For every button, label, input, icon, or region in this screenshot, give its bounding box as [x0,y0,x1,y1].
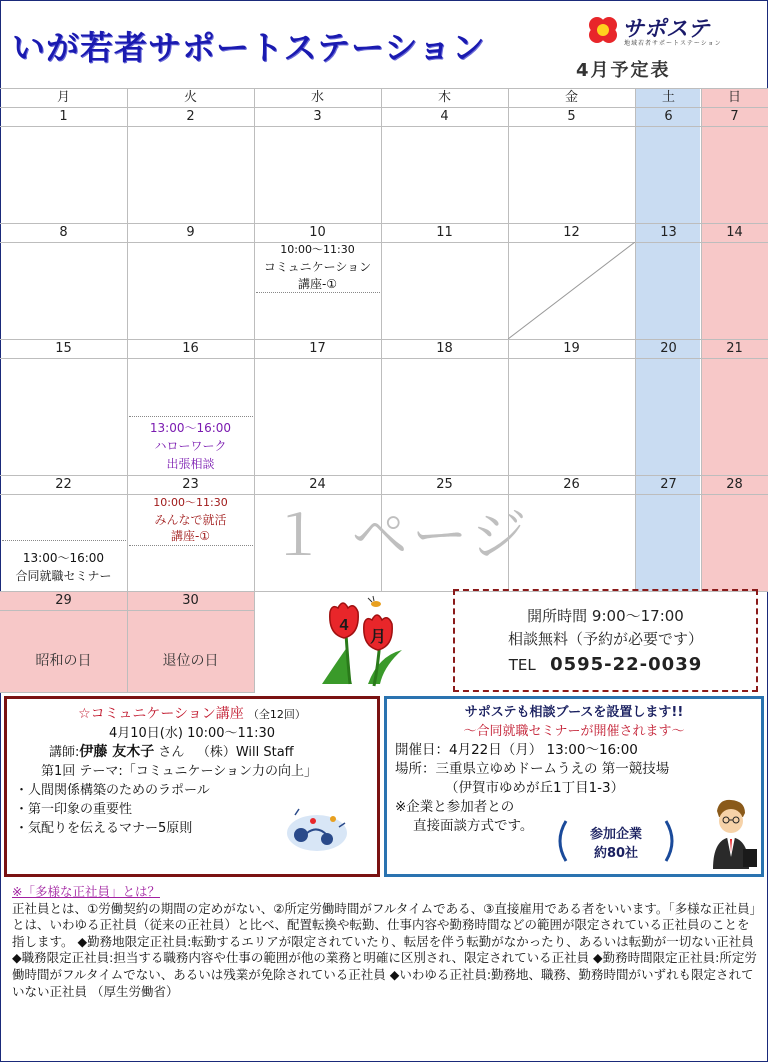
holiday-apr29: 昭和の日 [35,653,92,669]
event-apr23-divider [129,545,253,546]
day-13: 13 [660,225,677,240]
event-apr23-time: 10:00～11:30 [153,496,228,509]
seminar-title: サポステも相談ブースを設置します!! [464,705,684,720]
course-title: ☆コミュニケーション講座 [78,706,244,722]
day-4: 4 [440,109,449,124]
day-25: 25 [436,477,453,492]
schedule-label: 4月予定表 [576,60,671,81]
weekday-wed: 水 [310,90,324,105]
event-apr10-divider [256,292,380,293]
event-apr22-divider [2,540,126,541]
weekday-tue: 火 [183,90,197,105]
participating-companies-bubble [554,817,678,865]
event-apr16-divider [129,416,253,417]
open-hours-text: 開所時間 9:00～17:00 [527,607,684,625]
weekday-mon: 月 [56,90,70,105]
tel-label: TEL [508,656,536,674]
day-20: 20 [660,341,677,356]
day-11: 11 [436,225,453,240]
event-apr23-line2: 講座-① [170,529,211,543]
day-5: 5 [567,109,576,124]
footnote-title: ※「多様な正社員」とは？ [12,884,160,899]
course-datetime: 4月10日(水) 10:00～11:30 [108,726,276,741]
day-3: 3 [313,109,322,124]
event-apr22-time: 13:00～16:00 [22,551,105,565]
event-apr22-line1: 合同就職セミナー [15,569,112,583]
lecturer-suffix: さん [158,745,185,760]
course-bullet-1: ・人間関係構築のためのラポール [15,783,210,798]
seminar-note-2: 直接面談方式です。 [413,818,534,834]
event-apr16-line1: ハローワーク [154,439,227,453]
footnote-body: 正社員とは、①労働契約の期間の定めがない、②所定労働時間がフルタイムである、③直接雇用である者をいいます。「多様な正社員」とは、いわゆる正社員（従来の正社員）と比べ、配置転換や転勤、仕事内容や勤務時間などの範囲が限定されている正社員のことを指します。 ◆勤務地限定正社員:転勤するエリアが限定されていたり、転居を伴う転勤がなかったり、あるいは転勤が一切ない正社員 ◆職務限定正社員:担当する職務内容や仕事の範囲が他の業務と明確に区別され、限定されている正社員 ◆勤務時間限定正社員:所定労働時間がフルタイムでない、あるいは残業が免除されている正社員 ◆いわゆる正社員:勤務地、職務、勤務時間がいずれも限定されていない正社員 （厚生労働省） [12,900,757,999]
music-notes-icon [285,805,349,855]
day-21: 21 [726,341,743,356]
event-apr16-line2: 出張相談 [166,457,215,471]
course-bullet-3: ・気配りを伝えるマナー5原則 [15,821,193,836]
day-12-diagonal-line [508,242,635,339]
day-22: 22 [55,477,72,492]
tulip-illustration [312,594,412,690]
companies-count: 約80社 [593,846,639,861]
seminar-note-1: ※企業と参加者との [395,799,515,815]
footnote [12,884,758,1000]
day-16: 16 [182,341,199,356]
saposute-logo [586,14,736,48]
opening-hours-box [453,589,758,692]
companies-label: 参加企業 [589,827,642,842]
day-29: 29 [55,593,72,608]
page-watermark: １ ページ [270,504,531,569]
day-6: 6 [664,109,673,124]
event-apr10-line2: 講座-① [297,277,338,291]
day-15: 15 [55,341,72,356]
logo-text: サポステ [622,17,710,42]
day-27: 27 [660,477,677,492]
seminar-place: 場所：三重県立ゆめドームうえの 第一競技場 [395,761,670,777]
day-1: 1 [59,109,68,124]
seminar-subtitle: ～合同就職セミナーが開催されます～ [463,724,685,739]
day-9: 9 [186,225,195,240]
course-bullet-2: ・第一印象の重要性 [15,802,133,817]
day-23: 23 [182,477,199,492]
weekday-sun: 日 [727,90,741,105]
free-consult-text: 相談無料（予約が必要です） [507,630,703,648]
tulip-label-right: 月 [369,629,387,646]
holiday-apr30: 退位の日 [162,653,219,669]
event-apr10-time: 10:00～11:30 [280,243,355,256]
page-title: いが若者サポートステーション [12,28,486,67]
tulip-label-left: 4 [339,617,349,634]
course-theme: 第1回 テーマ:「コミュニケーション力の向上」 [41,764,318,779]
lecturer-company: （株）Will Staff [196,745,294,760]
day-14: 14 [726,225,743,240]
day-17: 17 [309,341,326,356]
seminar-address: （伊賀市ゆめが丘1丁目1-3） [445,780,625,796]
day-18: 18 [436,341,453,356]
lecturer-name: 伊藤 友木子 [79,744,155,760]
day-26: 26 [563,477,580,492]
day-24: 24 [309,477,326,492]
weekday-thu: 木 [437,90,451,105]
lecturer-label: 講師: [49,745,80,760]
event-apr23-line1: みんなで就活 [154,513,227,527]
tulip-icon [312,594,412,690]
flower-logo-icon [586,15,620,45]
day-12: 12 [563,225,580,240]
weekday-sat: 土 [661,90,675,105]
day-19: 19 [563,341,580,356]
tel-number[interactable]: 0595-22-0039 [550,654,703,675]
event-apr10-line1: コミュニケーション [263,260,372,274]
businessman-icon [705,797,757,873]
event-apr16-time: 13:00～16:00 [149,421,232,435]
day-2: 2 [186,109,195,124]
day-10: 10 [309,225,326,240]
weekday-fri: 金 [564,90,578,105]
day-8: 8 [59,225,68,240]
day-30: 30 [182,593,199,608]
day-28: 28 [726,477,743,492]
day-7: 7 [730,109,739,124]
communication-course-box [4,696,380,877]
logo-subtitle: 地域若者サポートステーション [624,40,722,47]
seminar-date: 開催日：4月22日（月） 13:00～16:00 [395,742,638,758]
course-count: （全12回） [247,708,306,721]
